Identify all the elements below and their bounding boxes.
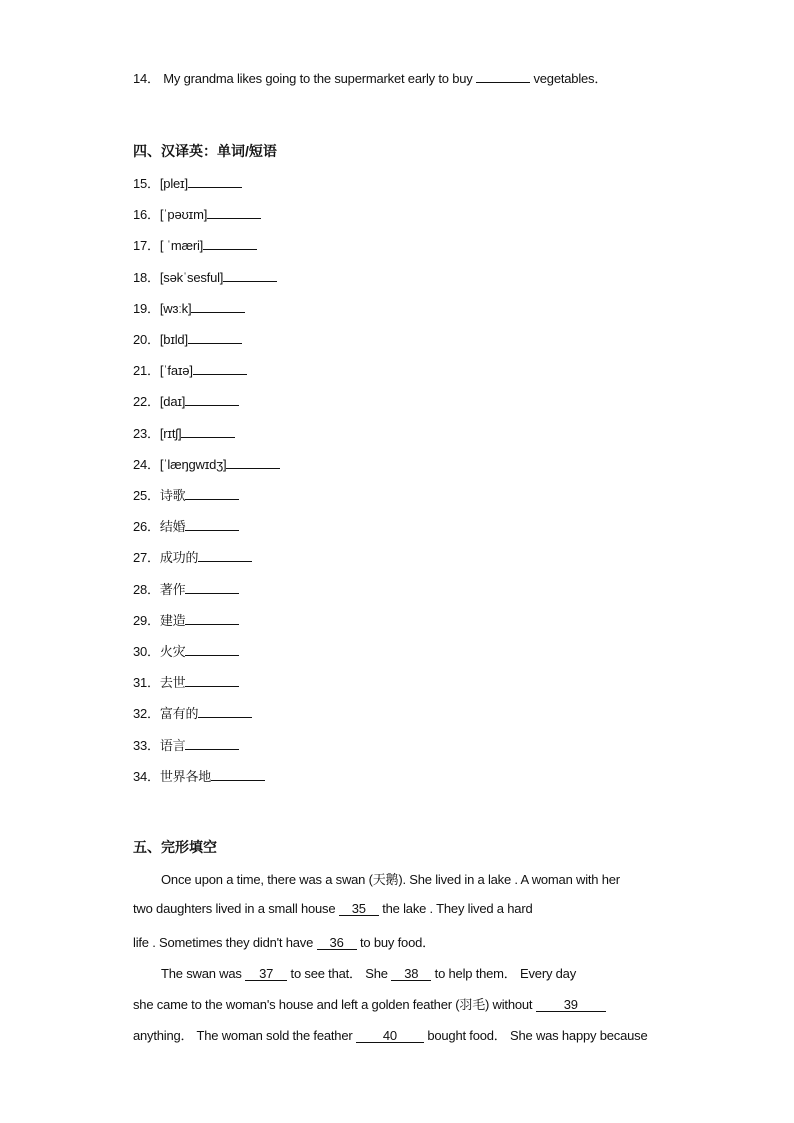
passage-line — [133, 901, 532, 916]
blank-39[interactable]: 39 — [536, 998, 606, 1012]
answer-blank[interactable] — [185, 582, 239, 594]
vocab-item — [133, 298, 245, 317]
item-number: 21． — [133, 363, 160, 379]
item-number: 31． — [133, 675, 160, 691]
question-text-end: vegetables． — [533, 71, 608, 86]
item-prompt: [ˈpəʊɪm] — [159, 207, 208, 223]
passage-line — [133, 994, 606, 1013]
vocab-item — [133, 267, 277, 286]
answer-blank[interactable] — [198, 706, 252, 718]
answer-blank[interactable] — [185, 488, 239, 500]
answer-blank[interactable] — [181, 426, 235, 438]
item-prompt: 成功的 — [159, 550, 199, 566]
vocab-item — [133, 391, 239, 410]
vocab-item — [133, 610, 239, 629]
item-number: 20． — [133, 332, 160, 347]
answer-blank[interactable] — [185, 613, 239, 625]
answer-blank[interactable] — [198, 550, 252, 562]
question-14 — [133, 68, 607, 87]
item-number: 29． — [133, 612, 160, 628]
item-prompt: 结婚 — [159, 519, 186, 535]
section-4-title: 四、汉译英：单词/短语 — [133, 143, 277, 159]
passage-text: she came to the woman's house and left a golden feather (羽毛) without — [133, 997, 533, 1012]
item-number: 22． — [133, 394, 160, 410]
vocab-item — [133, 579, 239, 598]
vocab-item — [133, 204, 261, 223]
item-number: 25． — [133, 488, 160, 503]
item-prompt: 著作 — [159, 581, 186, 597]
item-number: 24． — [133, 456, 160, 472]
blank-38[interactable]: 38 — [391, 967, 431, 981]
passage-text: Once upon a time, there was a swan (天鹅). She lived in a lake . A woman with her — [161, 872, 620, 887]
vocab-item — [133, 454, 280, 473]
item-prompt: [bɪld] — [159, 332, 188, 347]
answer-blank[interactable] — [185, 644, 239, 656]
item-prompt: 世界各地 — [159, 768, 212, 784]
answer-blank[interactable] — [211, 769, 265, 781]
item-prompt: 去世 — [159, 675, 186, 691]
answer-blank[interactable] — [203, 238, 257, 250]
item-number: 19． — [133, 300, 160, 316]
item-number: 27． — [133, 550, 160, 566]
blank-37[interactable]: 37 — [245, 967, 287, 981]
passage-text: to help them． Every day — [434, 966, 577, 981]
item-prompt: 火灾 — [159, 644, 186, 659]
item-prompt: [ˈfaɪə] — [159, 363, 193, 379]
item-number: 15． — [133, 176, 160, 191]
passage-text: two daughters lived in a small house — [133, 901, 336, 916]
item-number: 23． — [133, 425, 160, 441]
vocab-item — [133, 672, 239, 691]
item-prompt: [ ˈmæri] — [159, 238, 204, 254]
passage-text: life . Sometimes they didn't have — [133, 935, 314, 950]
item-number: 17． — [133, 238, 160, 254]
item-number: 26． — [133, 519, 160, 535]
item-prompt: 诗歌 — [159, 488, 186, 503]
item-number: 16． — [133, 207, 160, 223]
item-prompt: 富有的 — [159, 706, 199, 722]
passage-text: anything． The woman sold the feather — [133, 1028, 353, 1043]
vocab-item — [133, 329, 242, 348]
item-prompt: [daɪ] — [159, 394, 186, 410]
passage-text: the lake . They lived a hard — [382, 901, 533, 916]
answer-blank[interactable] — [223, 270, 277, 282]
item-number: 30． — [133, 644, 160, 659]
item-prompt: 建造 — [159, 612, 186, 628]
passage-text: to see that． She — [290, 966, 388, 981]
passage-line — [133, 932, 435, 951]
passage-line — [161, 963, 576, 982]
passage-text: The swan was — [161, 966, 242, 981]
blank-36[interactable]: 36 — [317, 936, 357, 950]
blank-40[interactable]: 40 — [356, 1029, 424, 1043]
answer-blank[interactable] — [185, 675, 239, 687]
answer-blank[interactable] — [185, 394, 239, 406]
item-prompt: 语言 — [159, 737, 186, 753]
item-number: 34． — [133, 768, 160, 784]
vocab-item — [133, 641, 239, 660]
answer-blank[interactable] — [191, 301, 245, 313]
item-prompt: [rɪtʃ] — [159, 425, 182, 441]
vocab-item — [133, 703, 252, 722]
question-number: 14． — [133, 71, 160, 86]
vocab-item — [133, 735, 239, 754]
item-prompt: [pleɪ] — [159, 176, 188, 191]
passage-line — [133, 1025, 647, 1044]
answer-blank[interactable] — [188, 176, 242, 188]
blank-35[interactable]: 35 — [339, 902, 379, 916]
passage-text: bought food． She was happy because — [427, 1028, 648, 1043]
passage-text: to buy food． — [360, 935, 435, 950]
item-prompt: [wɜːk] — [159, 300, 192, 316]
vocab-item — [133, 423, 235, 442]
answer-blank[interactable] — [185, 519, 239, 531]
answer-blank[interactable] — [185, 738, 239, 750]
item-number: 33． — [133, 737, 160, 753]
vocab-item — [133, 235, 257, 254]
item-prompt: [ˈlæŋgwɪdʒ] — [159, 456, 227, 472]
answer-blank[interactable] — [226, 457, 280, 469]
item-number: 32． — [133, 706, 160, 722]
vocab-item — [133, 766, 265, 785]
section-5-title: 五、完形填空 — [133, 839, 217, 855]
vocab-item — [133, 485, 239, 504]
item-number: 28． — [133, 581, 160, 597]
vocab-item — [133, 360, 247, 379]
item-number: 18． — [133, 269, 160, 285]
answer-blank[interactable] — [188, 332, 242, 344]
answer-blank[interactable] — [193, 363, 247, 375]
vocab-item — [133, 173, 242, 192]
vocab-item — [133, 516, 239, 535]
answer-blank[interactable] — [207, 207, 261, 219]
vocab-item — [133, 547, 252, 566]
passage-line — [161, 869, 620, 888]
item-prompt: [səkˈsesful] — [159, 269, 224, 285]
question-text: My grandma likes going to the supermarket early to buy — [163, 71, 473, 86]
answer-blank[interactable] — [476, 71, 530, 83]
